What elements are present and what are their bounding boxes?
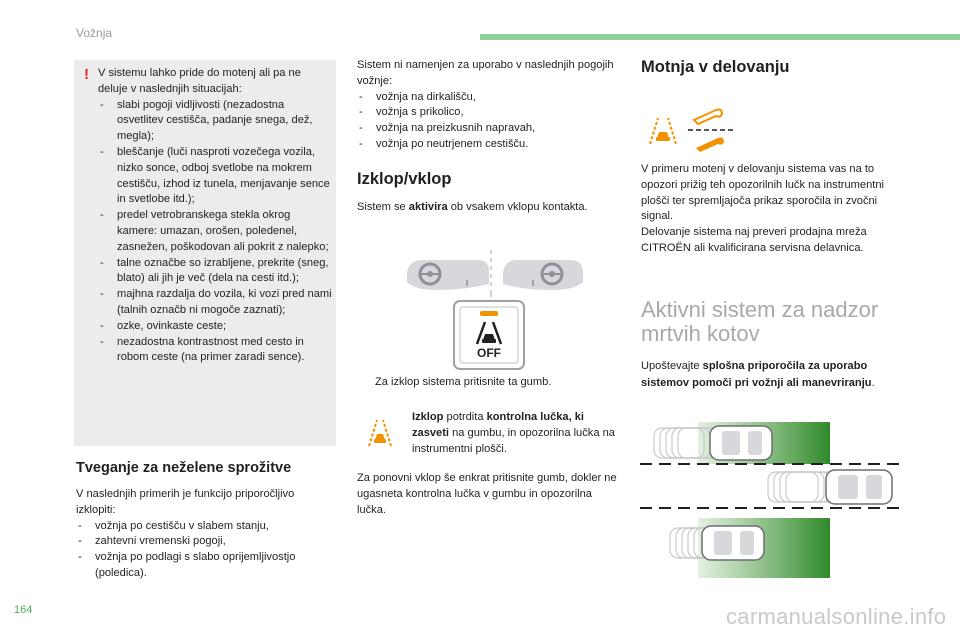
list-item: - slabi pogoji vidljivosti (nezadostna osvetlitev cestišča, padanje snega, dež, megla);: [98, 98, 332, 145]
unwanted-triggers-text: [76, 487, 334, 582]
recommendation-post: .: [871, 376, 875, 389]
malfunction-text: [641, 162, 911, 257]
list-item: - vožnja po neutrjenem cestišču.: [357, 137, 619, 153]
watermark: carmanualsonline.info: [726, 604, 947, 629]
blind-spot-recommendation: [641, 358, 891, 391]
malfunction-p1: V primeru motenj v delovanju sistema vas na to opozori prižig teh opozorilnih lučk na instrumentni plošči ter spremljajoča prikaz sporočila in zvočni signal.: [641, 163, 884, 223]
header-accent-bar: [480, 34, 960, 40]
list-item: - vožnja na dirkališču,: [357, 90, 619, 106]
indicator-bold: kontrolna lučka, ki zasveti: [412, 411, 585, 439]
list-item: - talne označbe so izrabljene, prekrite (sneg, blato) ali jih je več (dela na cesti itd.);: [98, 256, 332, 288]
list-item: - vožnja po cestišču v slabem stanju,: [76, 519, 334, 535]
recommendation-bold: splošna priporočila za uporabo sistemov pomoči pri vožnji ali manevriranju: [641, 360, 872, 389]
blind-spot-illustration: [640, 418, 902, 584]
not-intended-intro: Sistem ni namenjen za uporabo v naslednjih pogojih vožnje:: [357, 59, 614, 87]
malfunction-p2: Delovanje sistema naj preveri prodajna mreža CITROËN ali kvalificirana servisna delavnica.: [641, 226, 867, 254]
own-car-icon: [826, 470, 892, 504]
lane-assist-off-button[interactable]: [453, 300, 525, 370]
disable-instruction-text: Za izklop sistema pritisnite ta gumb.: [375, 376, 552, 388]
lane-departure-warning-icon: [365, 418, 395, 448]
izklop-post: na gumbu, in opozorilna lučka na instrumentni plošči.: [412, 426, 615, 455]
disable-confirmation-text: [412, 410, 617, 457]
lane-departure-warning-icon: [650, 118, 676, 144]
warning-text: [98, 66, 332, 366]
list-item: - nezadostna kontrastnost med cesto in robom ceste (na primer zaradi sence).: [98, 335, 332, 367]
page-number: 164: [14, 604, 33, 616]
reenable-text: Za ponovni vklop še enkrat pritisnite gumb, dokler ne ugasneta kontrolna lučka v gumbu in opozorilna lučka.: [357, 472, 617, 516]
izklop-mid: potrdita: [443, 411, 487, 423]
list-item: - zahtevni vremenski pogoji,: [76, 534, 334, 550]
unwanted-intro: V naslednjih primerih je funkcijo priporočljivo izklopiti:: [76, 488, 295, 516]
disable-instruction: [357, 375, 619, 391]
onoff-text: [357, 200, 621, 216]
malfunction-heading: Motnja v delovanju: [641, 58, 790, 76]
warning-intro: V sistemu lahko pride do motenj ali pa ne deluje v naslednjih situacijah:: [98, 67, 301, 95]
list-item: - ozke, ovinkaste ceste;: [98, 319, 332, 335]
list-item: - vožnja po podlagi s slabo oprijemljivostjo (poledica).: [76, 550, 334, 582]
onoff-heading: Izklop/vklop: [357, 170, 452, 188]
warning-exclamation-icon: !: [84, 66, 89, 83]
off-label: OFF: [477, 346, 501, 360]
onoff-text-bold: aktivira: [408, 201, 448, 213]
overtaking-car-icon: [710, 426, 772, 460]
list-item: - vožnja s prikolico,: [357, 105, 619, 121]
section-label: Vožnja: [76, 26, 113, 40]
not-intended-list: [357, 90, 619, 153]
warning-list: [98, 98, 332, 367]
blind-spot-heading: Aktivni sistem za nadzor mrtvih kotov: [641, 297, 879, 346]
list-item: - vožnja na preizkusnih napravah,: [357, 121, 619, 137]
list-item: - majhna razdalja do vozila, ki vozi pred nami (talnih označb ni mogoče zaznati);: [98, 287, 332, 319]
dashboard-steering-wheels-illustration: [405, 250, 585, 294]
onoff-text-pre: Sistem se: [357, 201, 409, 213]
list-item: - predel vetrobranskega stekla okrog kamere: umazan, orošen, poledenel, zasnežen, poškodovan ali pokrit z nalepko;: [98, 208, 332, 255]
onoff-text-post: ob vsakem vklopu kontakta.: [447, 201, 588, 213]
list-item: - bleščanje (luči nasproti vozečega vozila, nizko sonce, odboj svetlobe na mokrem cestišču, izhod iz tunela, menjavanje sence in svetlobe itd.);: [98, 145, 332, 208]
unwanted-triggers-heading: Tveganje za neželene sprožitve: [76, 460, 292, 476]
izklop-bold: Izklop: [412, 411, 444, 423]
recommendation-pre: Upoštevajte: [641, 360, 703, 372]
malfunction-warning-lamps-illustration: [646, 108, 738, 156]
following-car-icon: [702, 526, 764, 560]
not-intended-text: [357, 58, 619, 153]
unwanted-list: [76, 519, 334, 582]
